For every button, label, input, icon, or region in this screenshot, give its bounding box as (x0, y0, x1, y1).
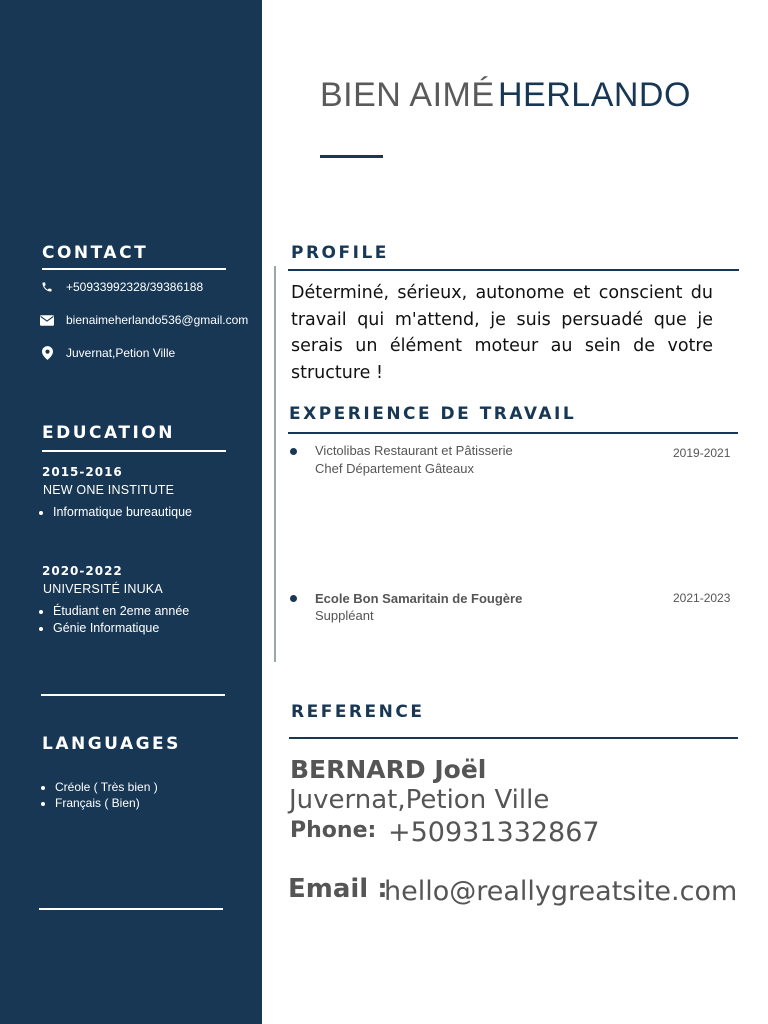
education-divider (42, 450, 226, 452)
sidebar (0, 0, 262, 1024)
location-pin-icon (40, 346, 54, 360)
timeline-dot (290, 595, 297, 602)
contact-address (40, 346, 175, 360)
education-years: 2020-2022 (42, 564, 123, 578)
contact-address-text: Juvernat,Petion Ville (66, 346, 176, 360)
timeline-dot (290, 448, 297, 455)
experience-role: Chef Département Gâteaux (315, 461, 474, 476)
contact-heading: CONTACT (42, 243, 149, 263)
name-first: BIEN AIMÉ (320, 76, 495, 114)
education-item: • Informatique bureautique (53, 505, 192, 519)
education-items (40, 604, 189, 638)
reference-name: BERNARD Joël (290, 755, 487, 784)
reference-phone: +50931332867 (388, 817, 600, 848)
reference-email-label: Email : (288, 874, 388, 904)
experience-date: 2021-2023 (673, 591, 731, 605)
profile-heading: PROFILE (291, 243, 389, 263)
phone-icon (40, 280, 54, 294)
contact-email (40, 313, 248, 327)
education-heading: EDUCATION (42, 423, 175, 443)
envelope-icon (40, 313, 54, 327)
language-item: • Créole ( Très bien ) (55, 780, 158, 794)
contact-phone-text: +50933992328/39386188 (66, 280, 204, 294)
contact-email-text[interactable]: bienaimeherlando536@gmail.com (66, 313, 249, 327)
name-underline (320, 155, 383, 158)
experience-heading: EXPERIENCE DE TRAVAIL (289, 404, 577, 424)
profile-text: Déterminé, sérieux, autonome et conscient du travail qui m'attend, je suis persuadé que je serais un élément moteur au sein de votre structure ! (291, 283, 713, 383)
name-last: HERLANDO (498, 76, 691, 114)
education-item: • Génie Informatique (53, 621, 189, 635)
section-divider (41, 694, 225, 696)
reference-location: Juvernat,Petion Ville (289, 785, 550, 815)
profile-divider (288, 269, 739, 271)
reference-divider (289, 737, 738, 739)
timeline-line (274, 266, 276, 662)
language-item: • Français ( Bien) (55, 796, 158, 810)
education-school: NEW ONE INSTITUTE (43, 483, 175, 497)
languages-heading: LANGUAGES (42, 734, 181, 754)
languages-list (42, 780, 158, 812)
experience-divider (288, 432, 738, 434)
experience-title: Ecole Bon Samaritain de Fougère (315, 591, 523, 606)
education-school: UNIVERSITÉ INUKA (43, 582, 163, 596)
reference-phone-label: Phone: (290, 818, 377, 843)
contact-divider (42, 268, 226, 270)
reference-email[interactable]: hello@reallygreatsite.com (384, 876, 738, 907)
experience-role: Suppléant (315, 608, 374, 623)
education-years: 2015-2016 (42, 465, 123, 479)
contact-phone (40, 280, 203, 294)
bottom-divider (39, 908, 223, 910)
reference-heading: REFERENCE (291, 702, 425, 722)
experience-title: Victolibas Restaurant et Pâtisserie (315, 443, 513, 458)
education-items (40, 505, 192, 522)
education-item: • Étudiant en 2eme année (53, 604, 189, 618)
experience-date: 2019-2021 (673, 446, 731, 460)
